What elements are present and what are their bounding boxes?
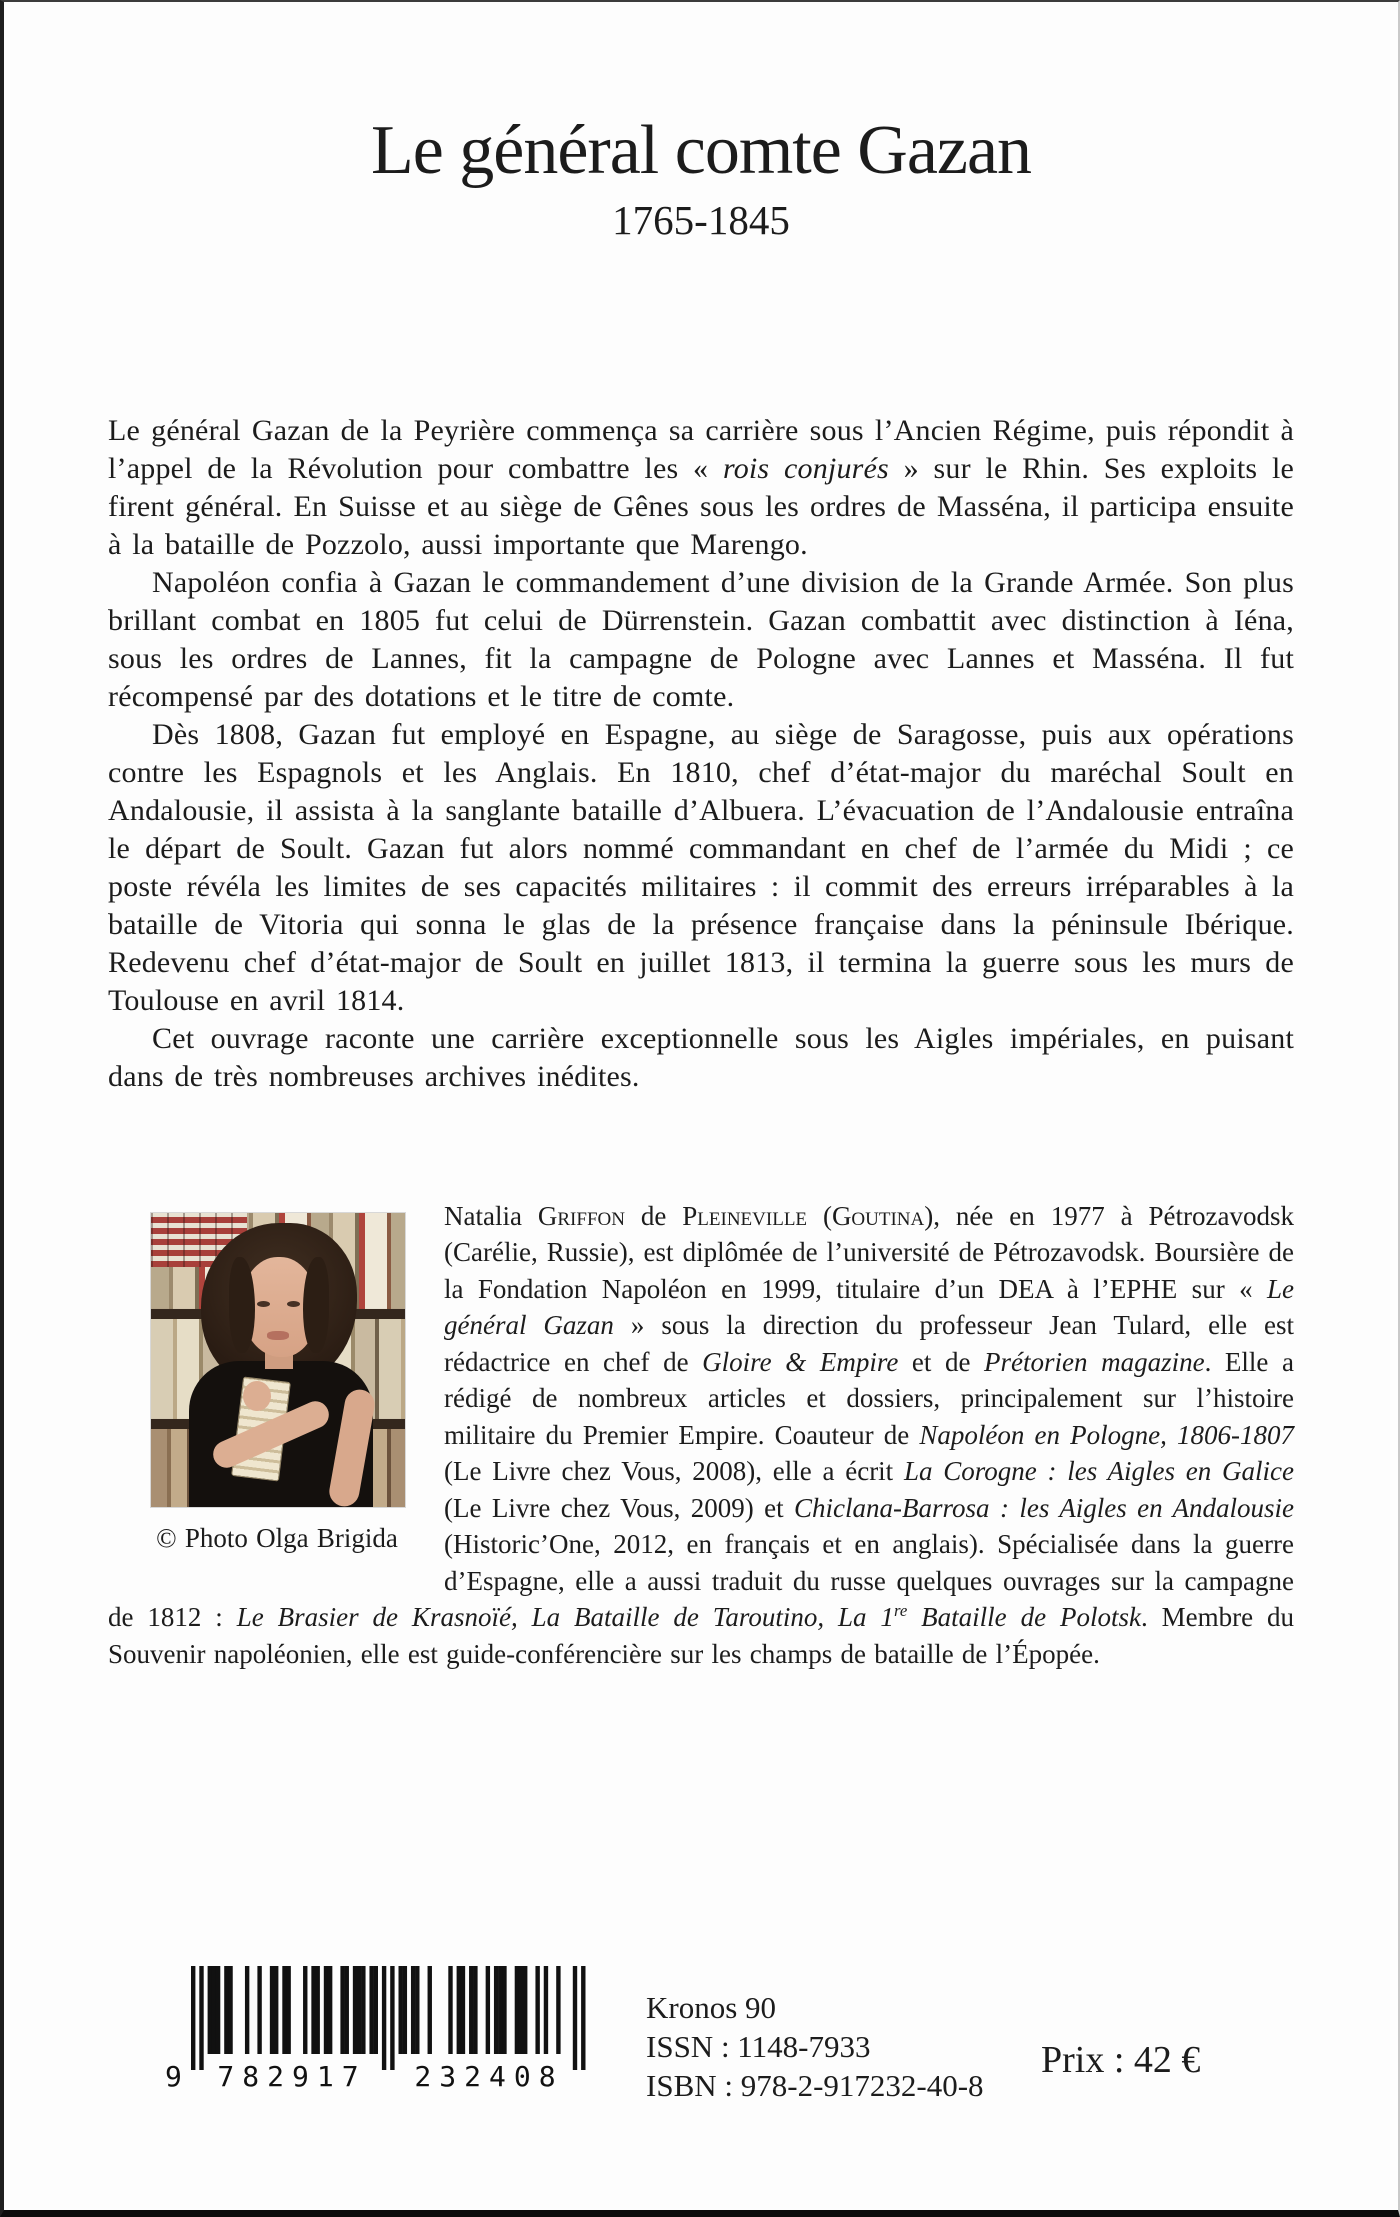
synopsis-paragraph-3: Dès 1808, Gazan fut employé en Espagne, au siège de Saragosse, puis aux opérations contre les Espagnols et les Anglais. En 1810, chef d’état-major du maréchal Soult en Andalousie, il assista à la sanglante bataille d’Albuera. L’évacuation de l’Andalousie entraîna le départ de Soult. Gazan fut alors nommé commandant en chef de l’armée du Midi ; ce poste révéla les limites de ses capacités militaires : il commit des erreurs irréparables à la bataille de Vitoria qui sonna le glas de la présence française dans la péninsule Ibérique. Redevenu chef d’état-major de Soult en juillet 1813, il termina la guerre sous les murs de Toulouse en avril 1814. xyxy=(108,717,1294,1017)
hair-lock-right xyxy=(303,1257,329,1353)
synopsis-paragraph-1: Le général Gazan de la Peyrière commença sa carrière sous l’Ancien Régime, puis répondit à l’appel de la Révolution pour combattre les « rois conjurés » sur le Rhin. Ses exploits le firent général. En Suisse et au siège de Gênes sous les ordres de Masséna, il participa ensuite à la bataille de Pozzolo, aussi importante que Marengo. xyxy=(108,413,1294,561)
cover-footer xyxy=(108,1966,1294,2126)
imprint-block xyxy=(646,1988,984,2105)
synopsis xyxy=(108,412,1294,1096)
author-eye-left xyxy=(257,1301,270,1307)
collection-line: Kronos 90 xyxy=(646,1990,777,2025)
ean-barcode xyxy=(149,1966,609,2092)
author-eye-right xyxy=(287,1301,300,1307)
author-photo xyxy=(150,1212,406,1508)
price-label: Prix : 42 € xyxy=(1041,2039,1201,2081)
author-section xyxy=(108,1198,1294,1673)
author-photo-block xyxy=(150,1212,404,1557)
issn-line: ISSN : 1148-7933 xyxy=(646,2029,871,2064)
cover-content xyxy=(4,114,1398,1672)
author-mouth xyxy=(267,1331,289,1340)
synopsis-paragraph-2: Napoléon confia à Gazan le commandement d’une division de la Grande Armée. Son plus brillant combat en 1805 fut celui de Dürrenstein. Gazan combattit avec distinction à Iéna, sous les ordres de Lannes, fit la campagne de Pologne avec Lannes et Masséna. Il fut récompensé par des dotations et le titre de comte. xyxy=(108,565,1294,713)
barcode-digit-lead: 9 xyxy=(165,2060,182,2092)
author-bio: Natalia Griffon de Pleineville (Goutina), née en 1977 à Pétrozavodsk (Carélie, Russie), est diplômée de l’université de Pétrozavodsk. Boursière de la Fondation Napoléon en 1999, titulaire d’un DEA à l’EPHE sur « Le général Gazan » sous la direction du professeur Jean Tulard, elle est rédactrice en chef de Gloire & Empire et de Prétorien magazine. Elle a rédigé de nombreux articles et dossiers, principalement sur l’histoire militaire du Premier Empire. Coauteur de Napoléon en Pologne, 1806-1807 (Le Livre chez Vous, 2008), elle a écrit La Corogne : les Aigles en Galice (Le Livre chez Vous, 2009) et Chiclana-Barrosa : les Aigles en Andalousie (Historic’One, 2012, en français et en anglais). Spécialisée dans la guerre d’Espagne, elle a aussi traduit du russe quelques ouvrages sur la campagne de 1812 : Le Brasier de Krasnoïé, La Bataille de Taroutino, La 1re Bataille de Polotsk. Membre du Souvenir napoléonien, elle est guide-conférencière sur les champs de bataille de l’Épopée. xyxy=(108,1200,1295,1669)
author-hand xyxy=(243,1381,271,1411)
barcode-digits-group2: 232408 xyxy=(414,2060,564,2092)
barcode-bars xyxy=(191,1966,586,2070)
isbn-line: ISBN : 978-2-917232-40-8 xyxy=(646,2068,984,2103)
barcode-digits-group1: 782917 xyxy=(217,2060,367,2092)
photo-caption: © Photo Olga Brigida xyxy=(156,1522,398,1553)
synopsis-paragraph-4: Cet ouvrage raconte une carrière exceptionnelle sous les Aigles impériales, en puisant dans de très nombreuses archives inédites. xyxy=(108,1021,1294,1093)
page-title: Le général comte Gazan xyxy=(370,112,1032,189)
page-subtitle: 1765-1845 xyxy=(612,196,790,243)
